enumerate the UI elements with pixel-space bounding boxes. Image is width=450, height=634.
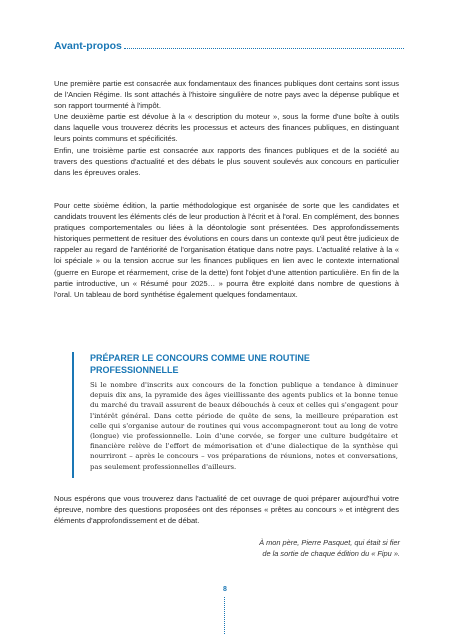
paragraph-third-part: Enfin, une troisième partie est consacrée aux rapports des finances publiques et de la société au travers des questions d'actualité et des débats le plus souvent soulevés aux concours en particulier dans les épreuves orales. xyxy=(54,145,399,177)
dedication-line-1: À mon père, Pierre Pasquet, qui était si fier xyxy=(259,538,400,547)
dedication xyxy=(200,537,400,559)
section-title: Avant-propos xyxy=(54,40,122,52)
header-dotted-leader xyxy=(124,40,404,49)
page-footer-rule xyxy=(224,597,225,634)
paragraph-first-part: Une première partie est consacrée aux fondamentaux des finances publiques dont certains sont issus de l'Ancien Régime. Ils sont attachés à l'histoire singulière de notre pays avec la dépense publique et son rapport tourmenté à l'impôt. xyxy=(54,79,399,111)
page-number: 8 xyxy=(223,586,227,593)
paragraph-second-part: Une deuxième partie est dévolue à la « description du moteur », sous la forme d'une boîte à outils dans laquelle vous trouverez décrits les processus et acteurs des finances publiques, en distinguant leurs points communs et spécificités. xyxy=(54,112,399,144)
callout-text: Si le nombre d'inscrits aux concours de la fonction publique a tendance à diminuer depuis dix ans, la pyramide des âges vieillissante des agents publics et la bonne tenue du marché du travail assurent de beaux débouchés à ceux et celles qui s'engagent pour l'intérêt général. Dans cette période de quête de sens, la meilleure préparation est celle qui s'organise autour de routines qui vous accompagneront tout au long de votre (longue) vie professionnelle. Loin d'une corvée, se forger une culture budgétaire et financière relève de l'effort de mémorisation et d'une dialectique de la synthèse qui nourriront – après le concours – vos préparations de réunions, notes et conversations, pas seulement professionnelles d'ailleurs. xyxy=(90,381,398,471)
intro-paragraphs xyxy=(54,78,399,178)
paragraph-methodology: Pour cette sixième édition, la partie méthodologique est organisée de sorte que les candidates et candidats trouvent les éléments clés de leur production à l'écrit et à l'oral. En complément, des bonnes pratiques comportementales ou liées à la déontologie sont présentées. Des approfondissements historiques permettent de resituer des évolutions en cours dans un contexte qu'il peut être judicieux de rappeler au regard de l'antériorité de l'organisation étatique dans notre pays. L'actualité relative à la « loi spéciale » ou la tension accrue sur les finances publiques en lien avec le contexte international (guerre en Europe et réarmement, crise de la dette) font l'objet d'une attention particulière. En fin de la partie introductive, un « Résumé pour 2025… » pourra être exploité dans nombre de questions à l'oral. Un tableau de bord synthétise également quelques fondamentaux. xyxy=(54,201,399,299)
callout-box xyxy=(72,352,398,478)
dedication-line-2: de la sortie de chaque édition du « Fipu ». xyxy=(262,549,400,558)
closing-section xyxy=(54,493,399,526)
method-section xyxy=(54,200,399,300)
callout-title: PRÉPARER LE CONCOURS COMME UNE ROUTINE PROFESSIONNELLE xyxy=(90,353,310,375)
paragraph-closing: Nous espérons que vous trouverez dans l'actualité de cet ouvrage de quoi préparer aujourd'hui votre épreuve, nombre des questions proposées ont des réponses « prêtes au concours » et intègrent des éléments d'approfondissement et de débat. xyxy=(54,494,399,526)
section-header xyxy=(54,40,404,52)
